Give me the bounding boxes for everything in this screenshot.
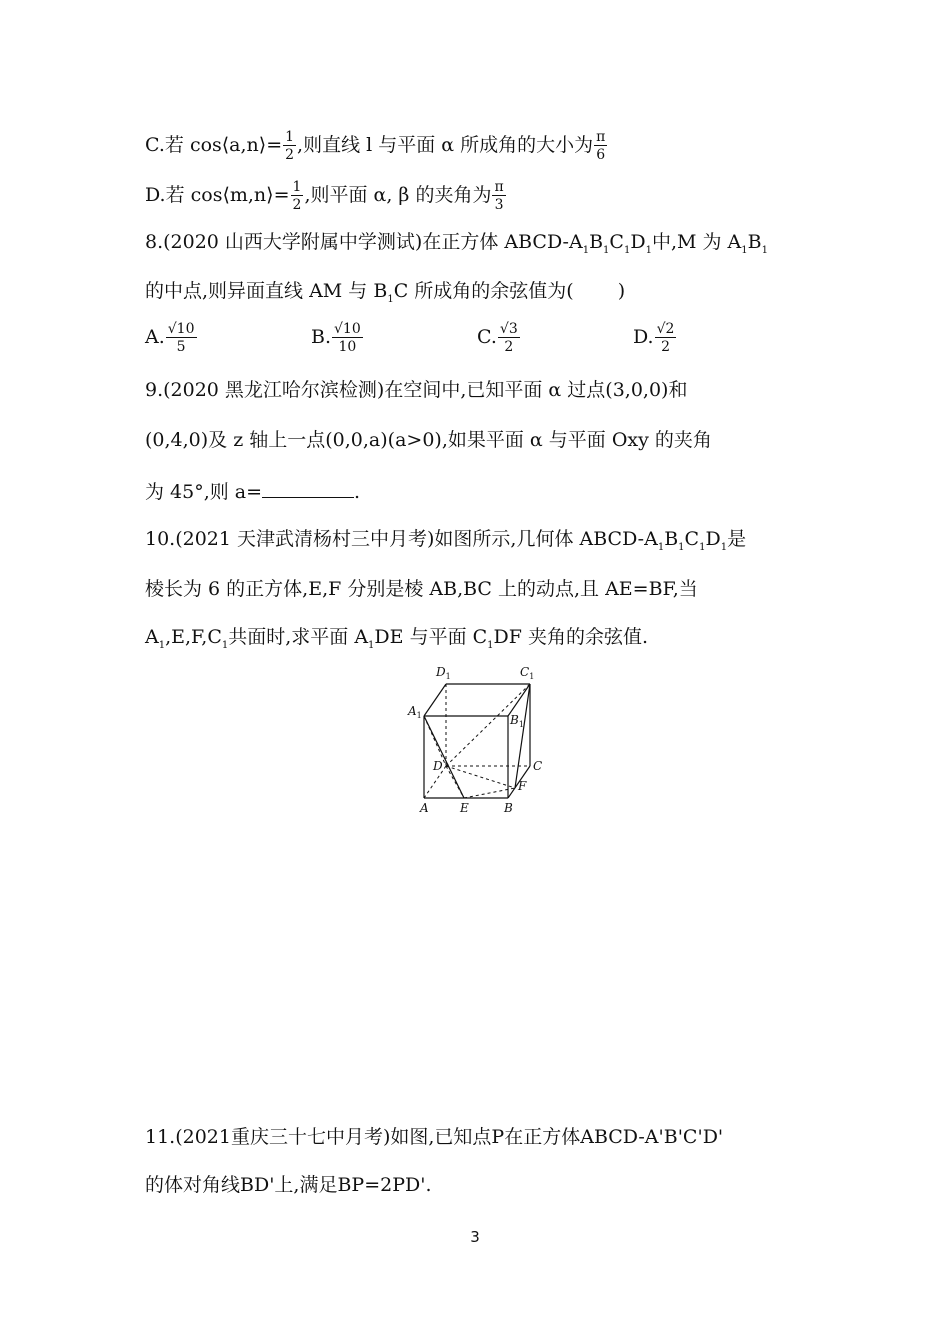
subscript: 1 — [582, 244, 590, 256]
edge-b1-c1 — [508, 684, 530, 716]
segment-c1-f — [515, 684, 530, 788]
q10-text: A — [145, 626, 159, 648]
q8-option-d — [633, 322, 677, 354]
option-label: B. — [311, 326, 332, 348]
q8-text: B — [747, 231, 762, 253]
frac-den: 2 — [661, 339, 670, 355]
segment-e-f — [464, 788, 515, 798]
page-number: 3 — [470, 1228, 480, 1246]
option-c-line — [145, 130, 608, 162]
q8-text: 中,M 为 A — [651, 231, 742, 253]
label-b1: $B_1$ — [510, 713, 524, 729]
frac-den: 10 — [338, 339, 357, 355]
label-a: A — [420, 801, 429, 815]
option-label: C. — [477, 326, 497, 348]
q10-text: DE 与平面 C — [374, 626, 488, 648]
answer-blank[interactable] — [262, 481, 354, 498]
fraction — [166, 322, 197, 354]
segment-d-e — [446, 766, 464, 798]
q8-text: ) — [617, 280, 626, 302]
q10-text: ,E,F,C — [165, 626, 222, 648]
subscript: 1 — [387, 293, 394, 305]
subscript: 1 — [221, 639, 229, 651]
label-c: C — [533, 759, 543, 773]
frac-num: √10 — [334, 321, 361, 337]
subscript: 1 — [761, 244, 768, 256]
option-d-text: D.若 cos⟨m,n⟩= — [145, 184, 290, 206]
fraction — [498, 322, 520, 354]
q8-line-2 — [145, 282, 625, 305]
q10-text: 共面时,求平面 A — [228, 626, 369, 648]
subscript: 1 — [158, 639, 166, 651]
frac-den: 2 — [285, 147, 295, 163]
q8-text: B — [589, 231, 604, 253]
label-d: D — [433, 759, 443, 773]
q9-text: . — [354, 481, 361, 503]
q9-line-2: (0,4,0)及 z 轴上一点(0,0,a)(a>0),如果平面 α 与平面 Oxy 的夹角 — [145, 429, 712, 451]
frac-num: √10 — [167, 321, 195, 337]
label-f: F — [518, 779, 527, 793]
segment-a1-e — [424, 716, 464, 798]
label-c1: $C_1$ — [520, 665, 535, 681]
fraction — [492, 180, 505, 212]
cube-figure — [400, 660, 560, 820]
subscript: 1 — [368, 639, 375, 651]
q8-text: 8.(2020 山西大学附属中学测试)在正方体 ABCD-A — [145, 231, 583, 253]
q9-line-1: 9.(2020 黑龙江哈尔滨检测)在空间中,已知平面 α 过点(3,0,0)和 — [145, 379, 688, 401]
option-d-line — [145, 180, 507, 212]
frac-num: √3 — [499, 321, 518, 337]
option-d-text-2: ,则平面 α, β 的夹角为 — [304, 184, 492, 206]
fraction — [594, 130, 607, 162]
option-c-text: C.若 cos⟨a,n⟩= — [145, 134, 283, 156]
frac-den: 2 — [504, 339, 514, 355]
frac-den: 5 — [176, 339, 186, 355]
q8-text: 的中点,则异面直线 AM 与 B — [145, 280, 388, 302]
frac-num: 1 — [285, 129, 295, 145]
fraction — [283, 130, 296, 162]
frac-den: 3 — [494, 197, 504, 213]
frac-num: 1 — [292, 179, 302, 195]
q10-line-1 — [145, 530, 746, 553]
q11-line-2: 的体对角线BD'上,满足BP=2PD'. — [145, 1174, 432, 1196]
frac-den: 6 — [596, 147, 606, 163]
fraction — [655, 322, 677, 354]
q10-text: B — [664, 528, 679, 550]
option-label: D. — [633, 326, 654, 348]
frac-num: π — [596, 129, 606, 145]
q8-option-b — [311, 322, 364, 354]
label-d1: $D_1$ — [436, 665, 451, 681]
q10-line-3 — [145, 628, 648, 651]
q8-option-c — [477, 322, 521, 354]
q8-text: D — [630, 231, 646, 253]
frac-num: π — [494, 179, 504, 195]
q11-line-1: 11.(2021重庆三十七中月考)如图,已知点P在正方体ABCD-A'B'C'D' — [145, 1126, 724, 1148]
fraction — [332, 322, 363, 354]
edge-d1-a1 — [424, 684, 446, 716]
q10-text: 是 — [727, 528, 747, 550]
frac-num: √2 — [656, 321, 675, 337]
q8-text: C 所成角的余弦值为( — [393, 280, 574, 302]
fraction — [291, 180, 304, 212]
label-a1: $A_1$ — [408, 704, 422, 720]
q9-line-3 — [145, 481, 360, 502]
option-c-text-2: ,则直线 l 与平面 α 所成角的大小为 — [297, 134, 594, 156]
segment-d-f — [446, 766, 515, 788]
subscript: 1 — [741, 244, 748, 256]
q8-line-1 — [145, 233, 768, 256]
q10-text: DF 夹角的余弦值. — [493, 626, 649, 648]
q8-text: C — [609, 231, 624, 253]
subscript: 1 — [720, 541, 728, 553]
option-label: A. — [145, 326, 165, 348]
q10-line-2: 棱长为 6 的正方体,E,F 分别是棱 AB,BC 上的动点,且 AE=BF,当 — [145, 578, 698, 600]
frac-den: 2 — [292, 197, 302, 213]
q10-text: C — [684, 528, 700, 550]
subscript: 1 — [699, 541, 706, 553]
label-e: E — [460, 801, 469, 815]
q8-option-a — [145, 322, 198, 354]
subscript: 1 — [657, 541, 665, 553]
q9-text: 为 45°,则 a= — [145, 481, 263, 503]
subscript: 1 — [603, 244, 610, 256]
subscript: 1 — [645, 244, 652, 256]
subscript: 1 — [487, 639, 494, 651]
subscript: 1 — [678, 541, 685, 553]
q10-text: D — [705, 528, 721, 550]
subscript: 1 — [623, 244, 631, 256]
q10-text: 10.(2021 天津武清杨村三中月考)如图所示,几何体 ABCD-A — [145, 528, 658, 550]
label-b: B — [504, 801, 513, 815]
